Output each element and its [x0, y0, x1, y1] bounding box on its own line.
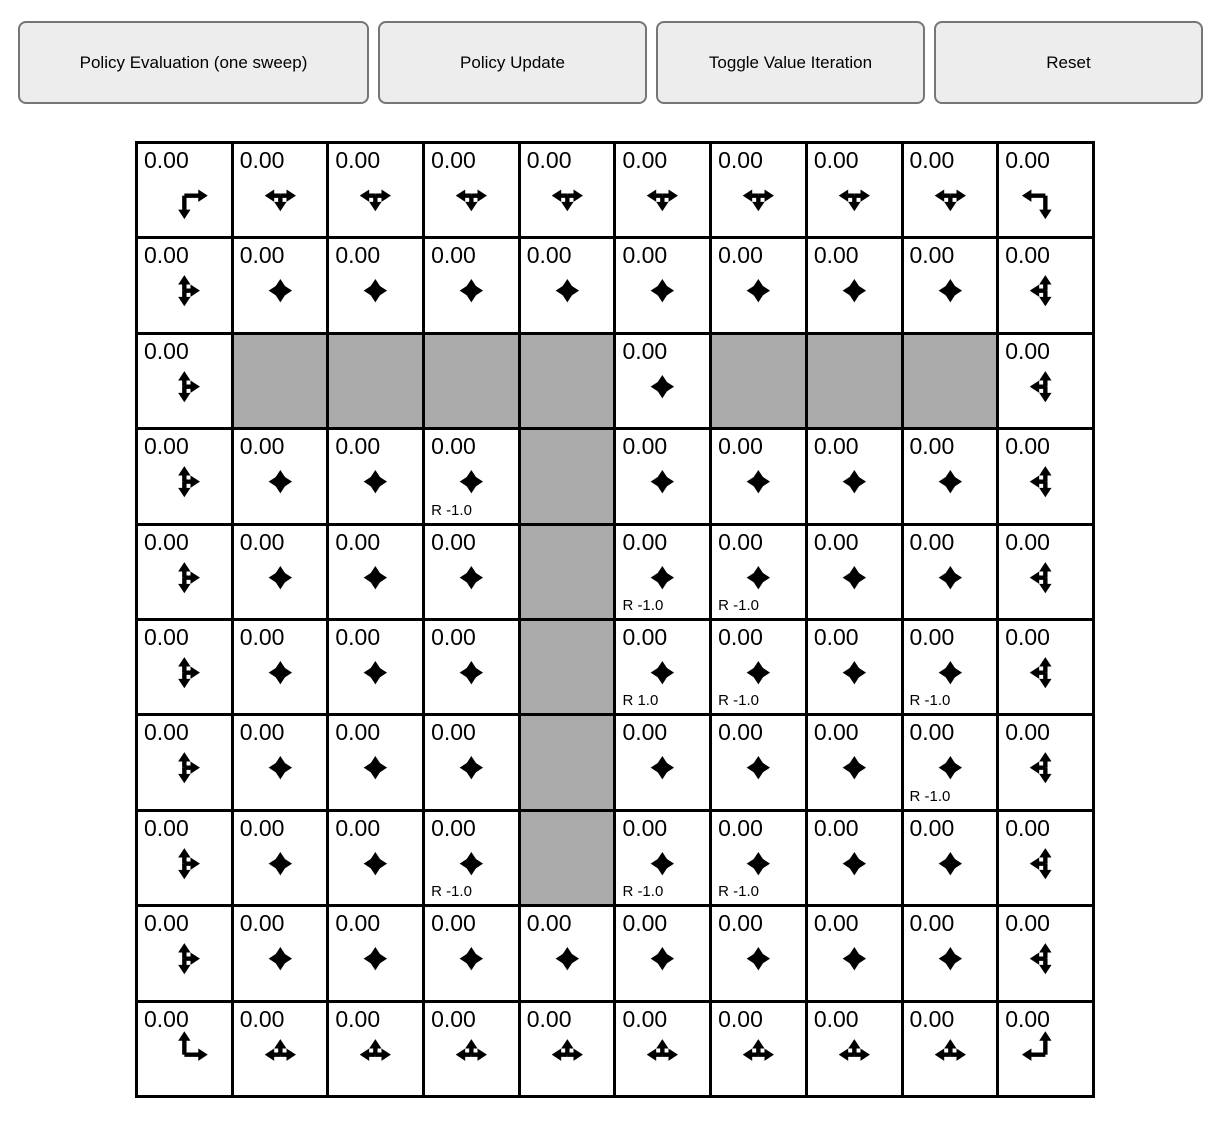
cell-value: 0.00: [144, 719, 189, 746]
grid-cell[interactable]: [904, 621, 997, 713]
cell-value: 0.00: [239, 1005, 285, 1032]
policy-arrows-icon: [999, 621, 1092, 713]
grid-cell[interactable]: [999, 144, 1092, 236]
cell-value: 0.00: [718, 528, 763, 555]
policy-arrows-icon: [712, 1003, 805, 1095]
grid-cell[interactable]: [712, 716, 805, 808]
grid-cell[interactable]: [234, 239, 327, 331]
grid-cell[interactable]: [712, 812, 805, 904]
cell-value: 0.00: [909, 910, 955, 937]
policy-arrows-icon: [425, 621, 518, 713]
grid-cell[interactable]: [138, 430, 231, 522]
grid-cell[interactable]: [999, 526, 1092, 618]
grid-cell[interactable]: [234, 526, 327, 618]
policy-arrows-icon: [616, 716, 709, 808]
policy-arrows-icon: [521, 907, 614, 999]
cell-value: 0.00: [813, 1005, 859, 1032]
cell-value: 0.00: [718, 623, 763, 650]
cell-value: 0.00: [431, 242, 476, 269]
cell-value: 0.00: [813, 147, 859, 173]
cell-value: 0.00: [239, 814, 285, 841]
policy-arrows-icon: [904, 430, 997, 522]
policy-arrows-icon: [616, 907, 709, 999]
wall-cell[interactable]: [521, 621, 614, 713]
cell-value: 0.00: [622, 1005, 668, 1032]
policy-arrows-icon: [808, 526, 901, 618]
wall-cell[interactable]: [329, 335, 422, 427]
grid-cell[interactable]: [999, 239, 1092, 331]
policy-arrows-icon: [234, 907, 327, 999]
cell-reward: R -1.0: [909, 692, 951, 710]
grid-cell[interactable]: [904, 907, 997, 999]
wall-cell[interactable]: [521, 335, 614, 427]
grid-cell[interactable]: [138, 1003, 231, 1095]
cell-value: 0.00: [909, 1005, 955, 1032]
grid-cell[interactable]: [425, 716, 518, 808]
grid-cell[interactable]: [329, 1003, 422, 1095]
cell-value: 0.00: [718, 433, 763, 460]
policy-arrows-icon: [138, 526, 231, 618]
cell-value: 0.00: [718, 910, 763, 937]
cell-value: 0.00: [335, 528, 381, 555]
cell-value: 0.00: [813, 910, 859, 937]
cell-value: 0.00: [239, 528, 285, 555]
policy-arrows-icon: [999, 239, 1092, 331]
grid-cell[interactable]: [904, 716, 997, 808]
wall-cell[interactable]: [521, 716, 614, 808]
wall-cell[interactable]: [425, 335, 518, 427]
policy-arrows-icon: [904, 1003, 997, 1095]
cell-value: 0.00: [718, 242, 763, 269]
cell-value: 0.00: [622, 528, 668, 555]
policy-arrows-icon: [138, 239, 231, 331]
grid-cell[interactable]: [999, 1003, 1092, 1095]
cell-value: 0.00: [813, 242, 859, 269]
grid-cell[interactable]: [616, 144, 709, 236]
policy-arrows-icon: [904, 907, 997, 999]
cell-value: 0.00: [526, 910, 572, 937]
cell-value: 0.00: [718, 814, 763, 841]
policy-arrows-icon: [999, 812, 1092, 904]
cell-value: 0.00: [239, 623, 285, 650]
policy-arrows-icon: [329, 716, 422, 808]
cell-reward: R -1.0: [622, 596, 664, 614]
grid-cell[interactable]: [999, 907, 1092, 999]
policy-update-button[interactable]: Policy Update: [378, 21, 647, 104]
cell-value: 0.00: [239, 719, 285, 746]
policy-arrows-icon: [904, 144, 997, 236]
policy-arrows-icon: [138, 1003, 231, 1095]
policy-arrows-icon: [329, 144, 422, 236]
policy-arrows-icon: [329, 907, 422, 999]
cell-value: 0.00: [144, 910, 189, 937]
policy-arrows-icon: [616, 239, 709, 331]
cell-value: 0.00: [622, 242, 668, 269]
grid-cell[interactable]: [138, 526, 231, 618]
policy-arrows-icon: [138, 335, 231, 427]
cell-value: 0.00: [909, 528, 955, 555]
cell-value: 0.00: [335, 1005, 381, 1032]
cell-value: 0.00: [909, 814, 955, 841]
grid-cell[interactable]: [138, 335, 231, 427]
cell-value: 0.00: [239, 910, 285, 937]
cell-value: 0.00: [335, 147, 381, 173]
policy-arrows-icon: [425, 1003, 518, 1095]
grid-cell[interactable]: [234, 812, 327, 904]
grid-cell[interactable]: [712, 144, 805, 236]
grid-cell[interactable]: [329, 621, 422, 713]
policy-arrows-icon: [999, 716, 1092, 808]
policy-arrows-icon: [329, 430, 422, 522]
grid-cell[interactable]: [425, 526, 518, 618]
policy-arrows-icon: [425, 239, 518, 331]
grid-cell[interactable]: [138, 239, 231, 331]
grid-cell[interactable]: [808, 430, 901, 522]
policy-arrows-icon: [999, 1003, 1092, 1095]
grid-cell[interactable]: [999, 812, 1092, 904]
policy-arrows-icon: [329, 621, 422, 713]
policy-arrows-icon: [425, 907, 518, 999]
wall-cell[interactable]: [521, 812, 614, 904]
policy-arrows-icon: [329, 1003, 422, 1095]
cell-value: 0.00: [431, 814, 476, 841]
grid-cell[interactable]: [616, 907, 709, 999]
wall-cell[interactable]: [521, 430, 614, 522]
grid-cell[interactable]: [234, 1003, 327, 1095]
grid-cell[interactable]: [808, 144, 901, 236]
policy-arrows-icon: [808, 144, 901, 236]
grid-cell[interactable]: [425, 907, 518, 999]
cell-value: 0.00: [144, 242, 189, 269]
cell-value: 0.00: [144, 528, 189, 555]
policy-arrows-icon: [425, 144, 518, 236]
toggle-value-iteration-button[interactable]: Toggle Value Iteration: [656, 21, 925, 104]
policy-arrows-icon: [904, 812, 997, 904]
grid-cell[interactable]: [234, 907, 327, 999]
grid-cell[interactable]: [712, 907, 805, 999]
grid-cell[interactable]: [425, 621, 518, 713]
grid-cell[interactable]: [138, 621, 231, 713]
gridworld-grid: [135, 141, 1095, 1098]
grid-cell[interactable]: [712, 430, 805, 522]
cell-reward: R -1.0: [718, 692, 759, 710]
policy-arrows-icon: [808, 716, 901, 808]
grid-cell[interactable]: [234, 621, 327, 713]
grid-cell[interactable]: [808, 621, 901, 713]
policy-arrows-icon: [616, 1003, 709, 1095]
grid-cell[interactable]: [904, 812, 997, 904]
policy-arrows-icon: [138, 621, 231, 713]
cell-value: 0.00: [718, 147, 763, 173]
policy-arrows-icon: [138, 907, 231, 999]
cell-value: 0.00: [335, 433, 381, 460]
grid-cell[interactable]: [904, 526, 997, 618]
cell-value: 0.00: [144, 433, 189, 460]
cell-value: 0.00: [431, 719, 476, 746]
grid-cell[interactable]: [138, 812, 231, 904]
grid-cell[interactable]: [616, 335, 709, 427]
grid-cell[interactable]: [234, 144, 327, 236]
policy-arrows-icon: [808, 239, 901, 331]
cell-value: 0.00: [431, 528, 476, 555]
policy-arrows-icon: [521, 239, 614, 331]
policy-arrows-icon: [234, 526, 327, 618]
grid-cell[interactable]: [425, 430, 518, 522]
cell-value: 0.00: [431, 433, 476, 460]
cell-reward: R 1.0: [622, 692, 659, 710]
cell-reward: R -1.0: [431, 883, 472, 901]
grid-cell[interactable]: [329, 430, 422, 522]
grid-cell[interactable]: [234, 430, 327, 522]
cell-value: 0.00: [431, 147, 476, 173]
policy-arrows-icon: [234, 239, 327, 331]
grid-cell[interactable]: [808, 239, 901, 331]
cell-value: 0.00: [622, 337, 668, 364]
cell-value: 0.00: [335, 814, 381, 841]
policy-arrows-icon: [616, 430, 709, 522]
policy-arrows-icon: [234, 621, 327, 713]
policy-arrows-icon: [999, 144, 1092, 236]
cell-value: 0.00: [813, 623, 859, 650]
grid-cell[interactable]: [138, 716, 231, 808]
cell-value: 0.00: [144, 814, 189, 841]
cell-value: 0.00: [335, 623, 381, 650]
policy-arrows-icon: [138, 812, 231, 904]
grid-cell[interactable]: [521, 1003, 614, 1095]
policy-arrows-icon: [808, 812, 901, 904]
grid-cell[interactable]: [904, 430, 997, 522]
cell-value: 0.00: [431, 1005, 476, 1032]
grid-cell[interactable]: [329, 716, 422, 808]
grid-cell[interactable]: [712, 526, 805, 618]
policy-arrows-icon: [904, 239, 997, 331]
grid-cell[interactable]: [999, 430, 1092, 522]
cell-reward: R -1.0: [909, 787, 951, 805]
grid-cell[interactable]: [712, 1003, 805, 1095]
cell-value: 0.00: [335, 910, 381, 937]
cell-value: 0.00: [144, 337, 189, 364]
cell-value: 0.00: [1005, 910, 1050, 937]
cell-value: 0.00: [526, 147, 572, 173]
grid-cell[interactable]: [138, 907, 231, 999]
grid-cell[interactable]: [425, 1003, 518, 1095]
policy-arrows-icon: [712, 907, 805, 999]
cell-value: 0.00: [239, 147, 285, 173]
grid-cell[interactable]: [329, 812, 422, 904]
policy-arrows-icon: [329, 239, 422, 331]
cell-value: 0.00: [239, 433, 285, 460]
cell-reward: R -1.0: [431, 501, 472, 519]
wall-cell[interactable]: [521, 526, 614, 618]
cell-value: 0.00: [1005, 623, 1050, 650]
cell-value: 0.00: [1005, 147, 1050, 173]
grid-cell[interactable]: [425, 144, 518, 236]
policy-arrows-icon: [234, 1003, 327, 1095]
grid-cell[interactable]: [521, 144, 614, 236]
grid-cell[interactable]: [425, 239, 518, 331]
policy-evaluation-button[interactable]: Policy Evaluation (one sweep): [18, 21, 369, 104]
grid-cell[interactable]: [616, 812, 709, 904]
cell-reward: R -1.0: [718, 596, 759, 614]
grid-cell[interactable]: [999, 335, 1092, 427]
grid-cell[interactable]: [712, 239, 805, 331]
policy-arrows-icon: [999, 430, 1092, 522]
cell-value: 0.00: [1005, 337, 1050, 364]
grid-cell[interactable]: [616, 1003, 709, 1095]
cell-value: 0.00: [622, 910, 668, 937]
cell-value: 0.00: [1005, 528, 1050, 555]
grid-cell[interactable]: [904, 239, 997, 331]
grid-cell[interactable]: [616, 716, 709, 808]
grid-cell[interactable]: [329, 526, 422, 618]
grid-cell[interactable]: [521, 907, 614, 999]
grid-cell[interactable]: [808, 1003, 901, 1095]
cell-value: 0.00: [909, 719, 955, 746]
grid-cell[interactable]: [999, 716, 1092, 808]
policy-arrows-icon: [808, 1003, 901, 1095]
cell-value: 0.00: [813, 528, 859, 555]
policy-arrows-icon: [712, 716, 805, 808]
policy-arrows-icon: [234, 716, 327, 808]
policy-arrows-icon: [616, 335, 709, 427]
cell-value: 0.00: [813, 814, 859, 841]
policy-arrows-icon: [904, 526, 997, 618]
cell-value: 0.00: [1005, 242, 1050, 269]
policy-arrows-icon: [138, 716, 231, 808]
cell-value: 0.00: [909, 147, 955, 173]
cell-value: 0.00: [526, 242, 572, 269]
grid-cell[interactable]: [234, 716, 327, 808]
cell-value: 0.00: [431, 623, 476, 650]
grid-cell[interactable]: [999, 621, 1092, 713]
grid-cell[interactable]: [329, 907, 422, 999]
cell-value: 0.00: [622, 814, 668, 841]
cell-value: 0.00: [335, 242, 381, 269]
grid-cell[interactable]: [808, 526, 901, 618]
toolbar: [18, 21, 1203, 104]
policy-arrows-icon: [425, 526, 518, 618]
cell-value: 0.00: [622, 433, 668, 460]
policy-arrows-icon: [712, 144, 805, 236]
grid-cell[interactable]: [904, 1003, 997, 1095]
policy-arrows-icon: [808, 430, 901, 522]
grid-cell[interactable]: [138, 144, 231, 236]
grid-cell[interactable]: [616, 526, 709, 618]
cell-reward: R -1.0: [622, 883, 664, 901]
grid-cell[interactable]: [616, 621, 709, 713]
policy-arrows-icon: [234, 812, 327, 904]
cell-value: 0.00: [144, 147, 189, 173]
cell-value: 0.00: [144, 1005, 189, 1032]
cell-value: 0.00: [622, 719, 668, 746]
wall-cell[interactable]: [712, 335, 805, 427]
grid-cell[interactable]: [425, 812, 518, 904]
policy-arrows-icon: [329, 526, 422, 618]
cell-value: 0.00: [909, 242, 955, 269]
grid-cell[interactable]: [904, 144, 997, 236]
cell-value: 0.00: [1005, 433, 1050, 460]
policy-arrows-icon: [808, 621, 901, 713]
cell-value: 0.00: [718, 1005, 763, 1032]
policy-arrows-icon: [521, 1003, 614, 1095]
policy-arrows-icon: [234, 430, 327, 522]
grid-cell[interactable]: [712, 621, 805, 713]
cell-value: 0.00: [622, 623, 668, 650]
reset-button[interactable]: Reset: [934, 21, 1203, 104]
wall-cell[interactable]: [234, 335, 327, 427]
policy-arrows-icon: [712, 430, 805, 522]
cell-value: 0.00: [909, 433, 955, 460]
wall-cell[interactable]: [904, 335, 997, 427]
grid-cell[interactable]: [329, 239, 422, 331]
cell-value: 0.00: [1005, 719, 1050, 746]
policy-arrows-icon: [999, 526, 1092, 618]
policy-arrows-icon: [138, 144, 231, 236]
policy-arrows-icon: [521, 144, 614, 236]
policy-arrows-icon: [808, 907, 901, 999]
grid-cell[interactable]: [616, 239, 709, 331]
cell-value: 0.00: [909, 623, 955, 650]
grid-cell[interactable]: [808, 907, 901, 999]
cell-value: 0.00: [718, 719, 763, 746]
policy-arrows-icon: [329, 812, 422, 904]
policy-arrows-icon: [138, 430, 231, 522]
cell-value: 0.00: [526, 1005, 572, 1032]
grid-cell[interactable]: [521, 239, 614, 331]
cell-value: 0.00: [1005, 1005, 1050, 1032]
grid-cell[interactable]: [616, 430, 709, 522]
cell-value: 0.00: [431, 910, 476, 937]
cell-value: 0.00: [813, 719, 859, 746]
cell-reward: R -1.0: [718, 883, 759, 901]
policy-arrows-icon: [425, 716, 518, 808]
wall-cell[interactable]: [808, 335, 901, 427]
cell-value: 0.00: [144, 623, 189, 650]
grid-cell[interactable]: [808, 812, 901, 904]
grid-cell[interactable]: [329, 144, 422, 236]
grid-cell[interactable]: [808, 716, 901, 808]
cell-value: 0.00: [1005, 814, 1050, 841]
cell-value: 0.00: [622, 147, 668, 173]
policy-arrows-icon: [712, 239, 805, 331]
cell-value: 0.00: [335, 719, 381, 746]
cell-value: 0.00: [239, 242, 285, 269]
cell-value: 0.00: [813, 433, 859, 460]
policy-arrows-icon: [999, 335, 1092, 427]
policy-arrows-icon: [234, 144, 327, 236]
policy-arrows-icon: [616, 144, 709, 236]
policy-arrows-icon: [999, 907, 1092, 999]
